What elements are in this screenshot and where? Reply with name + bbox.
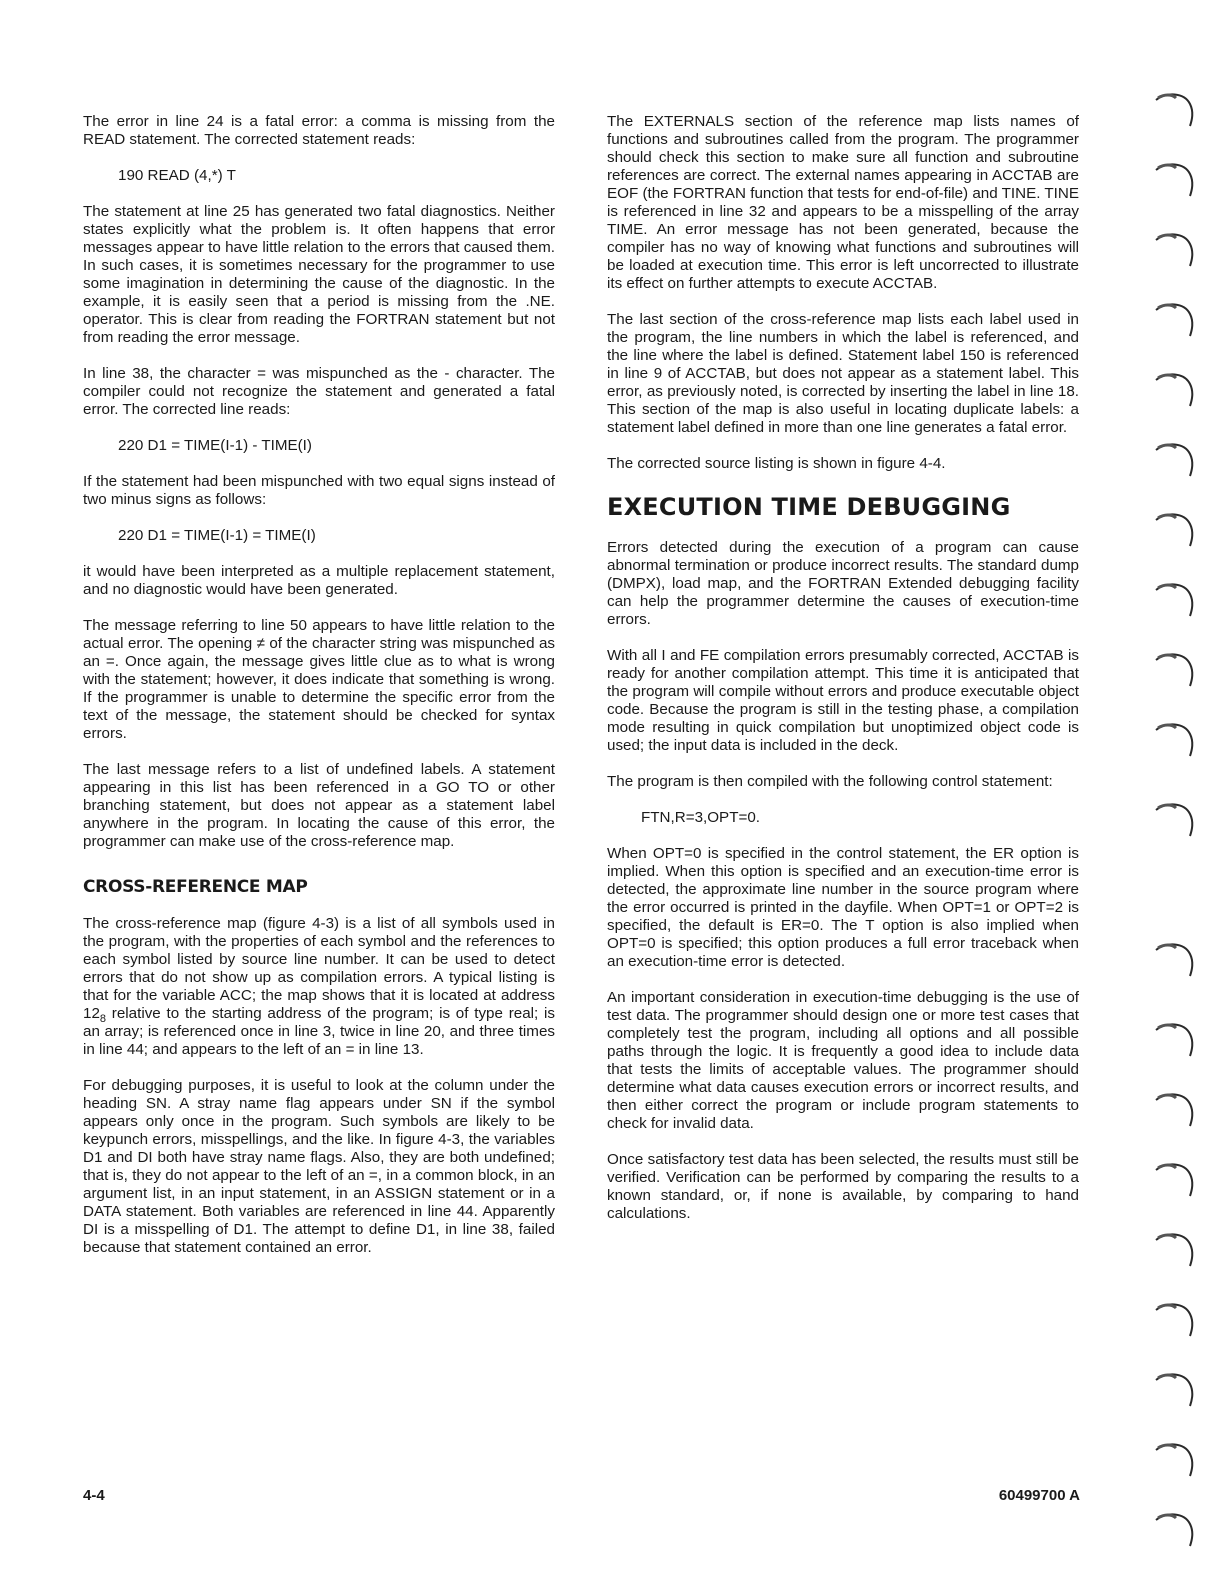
binder-ring-icon xyxy=(1150,650,1200,690)
section-heading-cross-reference-map: CROSS-REFERENCE MAP xyxy=(83,877,308,897)
paragraph: The EXTERNALS section of the reference map lists names of functions and subroutines called from the program. The programmer should check this section to make sure all function and subroutine references are correct. The external names appearing in ACCTAB are EOF (the FORTRAN function that tests for end-of-file) and TINE. TINE is referenced in line 32 and appears to be a misspelling of the array TIME. An error message has not been generated, because the compiler has no way of knowing what functions and subroutines will be loaded at execution time. This error is left uncorrected to illustrate its effect on further attempts to execute ACCTAB. xyxy=(607,113,1079,292)
binder-ring-icon xyxy=(1150,1090,1200,1130)
paragraph: An important consideration in execution-time debugging is the use of test data. The programmer should design one or more test cases that completely test the program, including all options and all possible paths through the logic. It is frequently a good idea to include data that tests the limits of acceptable values. The programmer should determine what data causes execution errors or incorrect results, and then either correct the program or include program statements to check for invalid data. xyxy=(607,989,1079,1132)
octal-subscript: 8 xyxy=(99,1013,107,1026)
paragraph-text: relative to the starting address of the program; is of type real; is an array; is referenced once in line 3, twice in line 20, and three times in line 44; and appears to the left of an = in line 13. xyxy=(83,1005,555,1058)
paragraph: The corrected source listing is shown in figure 4-4. xyxy=(607,455,946,472)
section-heading-execution-time-debugging: EXECUTION TIME DEBUGGING xyxy=(607,493,1011,521)
binder-ring-icon xyxy=(1150,940,1200,980)
paragraph: The statement at line 25 has generated two fatal diagnostics. Neither states explicitly what the problem is. It often happens that error messages appear to have little relation to the errors that caused them. In such cases, it is sometimes necessary for the programmer to use some imagination in determining the cause of the diagnostic. In the example, it is easily seen that a period is missing from the .NE. operator. This is clear from reading the FORTRAN statement but not from reading the error message. xyxy=(83,203,555,346)
left-column xyxy=(83,113,555,1275)
binder-ring-icon xyxy=(1150,440,1200,480)
binder-ring-icon xyxy=(1150,230,1200,270)
code-line: 190 READ (4,*) T xyxy=(118,167,236,184)
paragraph: The last section of the cross-reference map lists each label used in the program, the line numbers in which the label is referenced, and the line where the label is defined. Statement label 150 is referenced in line 9 of ACCTAB, but does not appear as a statement label. This error, as previously noted, is corrected by inserting the label in line 18. This section of the map is also useful in locating duplicate labels: a statement label defined in more than one line generates a fatal error. xyxy=(607,311,1079,436)
binder-ring-icon xyxy=(1150,1510,1200,1550)
paragraph: When OPT=0 is specified in the control statement, the ER option is implied. When this option is specified and an execution-time error is detected, the approximate line number in the source program where the error occurred is printed in the dayfile. When OPT=1 or OPT=2 is specified, the default is ER=0. The T option is also implied when OPT=0 is specified; this option produces a full error traceback when an execution-time error is detected. xyxy=(607,845,1079,970)
right-column xyxy=(607,113,1079,1241)
paragraph: The last message refers to a list of undefined labels. A statement appearing in this list has been referenced in a GO TO or other branching statement, but does not appear as a statement label anywhere in the program. In locating the cause of this error, the programmer can make use of the cross-reference map. xyxy=(83,761,555,850)
binder-ring-icon xyxy=(1150,800,1200,840)
binder-ring-icon xyxy=(1150,160,1200,200)
paragraph: The program is then compiled with the following control statement: xyxy=(607,773,1053,790)
binder-ring-icon xyxy=(1150,1370,1200,1410)
paragraph: For debugging purposes, it is useful to look at the column under the heading SN. A stray name flag appears under SN if the symbol appears only once in the program. Such symbols are likely to be keypunch errors, misspellings, and the like. In figure 4-3, the variables D1 and DI both have stray name flags. Also, they are both undefined; that is, they do not appear to the left of an =, in a common block, in an argument list, in an input statement, in an ASSIGN statement or in a DATA statement. Both variables are referenced in line 44. Apparently DI is a misspelling of D1. The attempt to define D1, in line 38, failed because that statement contained an error. xyxy=(83,1077,555,1256)
paragraph xyxy=(83,915,555,1059)
paragraph: If the statement had been mispunched with two equal signs instead of two minus signs as follows: xyxy=(83,473,555,508)
binder-ring-icon xyxy=(1150,720,1200,760)
binder-ring-icon xyxy=(1150,1020,1200,1060)
paragraph-text: The cross-reference map (figure 4-3) is a list of all symbols used in the program, with the properties of each symbol and the references to each symbol listed by source line number. It can be used to detect errors that do not show up as compilation errors. A typical listing is that for the variable ACC; the map shows that it is located at address 12 xyxy=(83,915,555,1022)
document-number: 60499700 A xyxy=(998,1487,1080,1504)
binder-ring-icon xyxy=(1150,1230,1200,1270)
code-line: 220 D1 = TIME(I-1) - TIME(I) xyxy=(118,437,312,454)
paragraph: With all I and FE compilation errors presumably corrected, ACCTAB is ready for another compilation attempt. This time it is anticipated that the program will compile without errors and produce executable object code. Because the program is still in the testing phase, a compilation mode resulting in quick compilation but unoptimized object code is used; the input data is included in the deck. xyxy=(607,647,1079,754)
paragraph: it would have been interpreted as a multiple replacement statement, and no diagnostic would have been generated. xyxy=(83,563,555,598)
binder-ring-icon xyxy=(1150,90,1200,130)
binder-ring-icon xyxy=(1150,1440,1200,1480)
code-line: FTN,R=3,OPT=0. xyxy=(641,809,761,826)
binder-ring-icon xyxy=(1150,300,1200,340)
binder-ring-icon xyxy=(1150,580,1200,620)
paragraph: The error in line 24 is a fatal error: a comma is missing from the READ statement. The corrected statement reads: xyxy=(83,113,555,148)
binder-rings xyxy=(1150,90,1200,1570)
binder-ring-icon xyxy=(1150,510,1200,550)
paragraph: In line 38, the character = was mispunched as the - character. The compiler could not recognize the statement and generated a fatal error. The corrected line reads: xyxy=(83,365,555,418)
binder-ring-icon xyxy=(1150,1300,1200,1340)
paragraph: Errors detected during the execution of a program can cause abnormal termination or produce incorrect results. The standard dump (DMPX), load map, and the FORTRAN Extended debugging facility can help the programmer determine the causes of execution-time errors. xyxy=(607,539,1079,628)
code-line: 220 D1 = TIME(I-1) = TIME(I) xyxy=(118,527,316,544)
binder-ring-icon xyxy=(1150,1160,1200,1200)
paragraph: The message referring to line 50 appears to have little relation to the actual error. The opening ≠ of the character string was mispunched as an =. Once again, the message gives little clue as to what is wrong with the statement; however, it does indicate that something is wrong. If the programmer is unable to determine the specific error from the text of the message, the statement should be checked for syntax errors. xyxy=(83,617,555,742)
page-number: 4-4 xyxy=(83,1487,105,1504)
paragraph: Once satisfactory test data has been selected, the results must still be verified. Verification can be performed by comparing the results to a known standard, or, if none is available, by comparing to hand calculations. xyxy=(607,1151,1079,1222)
binder-ring-icon xyxy=(1150,370,1200,410)
